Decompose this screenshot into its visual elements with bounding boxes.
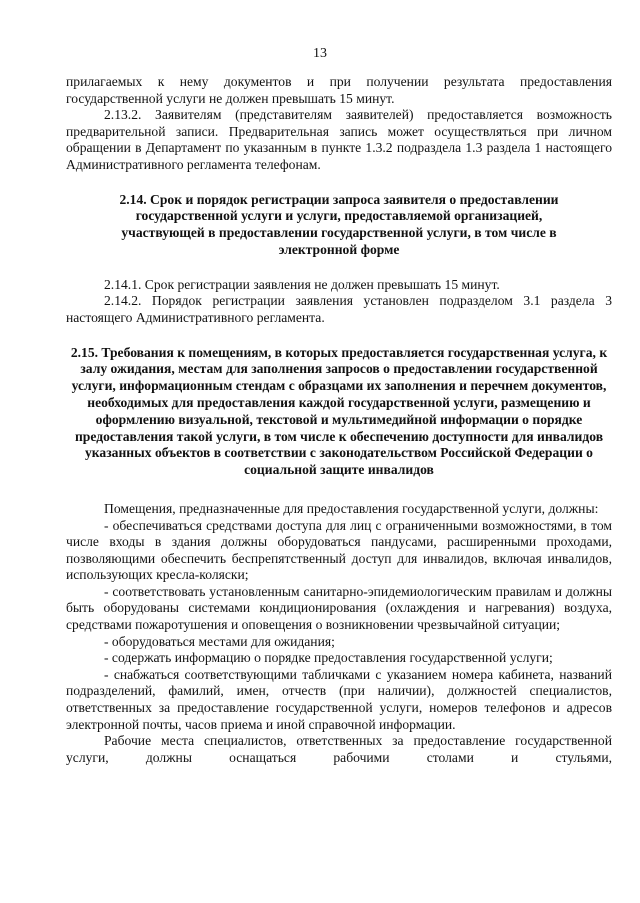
page-content xyxy=(66,74,612,766)
paragraph-2-14-1: 2.14.1. Срок регистрации заявления не должен превышать 15 минут. xyxy=(104,276,500,292)
list-item-waiting-places: - оборудоваться местами для ожидания; xyxy=(104,633,335,649)
list-item-information: - содержать информацию о порядке предоставления государственной услуги; xyxy=(104,650,553,666)
paragraph-2-14-2: 2.14.2. Порядок регистрации заявления установлен подразделом 3.1 раздела 3 настоящего Административного регламента. xyxy=(66,293,612,325)
paragraph-continuation: прилагаемых к нему документов и при получении результата предоставления государственной услуги не должен превышать 15 минут. xyxy=(66,74,612,106)
paragraph-premises-intro: Помещения, предназначенные для предоставления государственной услуги, должны: xyxy=(104,500,599,516)
paragraph-workplaces: Рабочие места специалистов, ответственных за предоставление государственной услуги, должны оснащаться рабочими столами и стульями, xyxy=(66,733,612,765)
section-heading-2-15: 2.15. Требования к помещениям, в которых предоставляется государственная услуга, к залу ожидания, местам для заполнения запросов о предоставлении государственной услуги, информационным стендам с образцами их заполнения и перечнем документов, необходимых для предоставления каждой государственной услуги, размещению и оформлению визуальной, текстовой и мультимедийной информации о порядке предоставления такой услуги, в том числе к обеспечению доступности для инвалидов указанных объектов в соответствии с законодательством Российской Федерации о социальной защите инвалидов xyxy=(70,344,608,478)
list-item-accessibility: - обеспечиваться средствами доступа для лиц с ограниченными возможностями, в том числе входы в здания должны оборудоваться пандусами, расширенными проходами, позволяющими обеспечить беспрепятственный доступ для инвалидов, включая инвалидов, использующих кресла-коляски; xyxy=(66,517,612,583)
list-item-sanitary: - соответствовать установленным санитарно-эпидемиологическим правилам и должны быть оборудованы системами кондиционирования (охлаждения и нагревания) воздуха, средствами пожаротушения и оповещения о возникновении чрезвычайной ситуации; xyxy=(66,583,612,633)
paragraph-2-13-2: 2.13.2. Заявителям (представителям заявителей) предоставляется возможность предварительной записи. Предварительная запись может осуществляться при личном обращении в Департамент по указанным в пункте 1.3.2 подраздела 1.3 раздела 1 настоящего Административного регламента телефонам. xyxy=(66,107,612,172)
section-heading-2-14: 2.14. Срок и порядок регистрации запроса заявителя о предоставлении государственной услуги и услуги, предоставляемой организацией, участвующей в предоставлении государственной услуги, в том числе в электронной форме xyxy=(119,191,559,257)
list-item-signage: - снабжаться соответствующими табличками с указанием номера кабинета, названий подразделений, фамилий, имен, отчеств (при наличии), должностей специалистов, ответственных за предоставление государственной услуги, номеров телефонов и адресов электронной почты, часов приема и иной справочной информации. xyxy=(66,666,612,732)
page-number: 13 xyxy=(313,46,327,61)
